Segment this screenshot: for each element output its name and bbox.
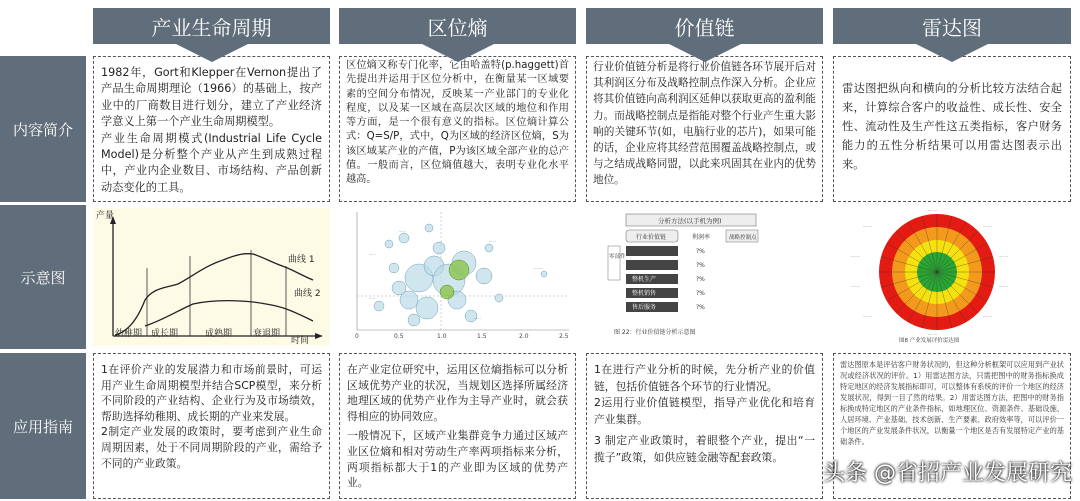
paragraph: 2运用行业价值链模型，指导产业优化和培育产业集群。	[594, 396, 815, 426]
svg-text:········: ········	[928, 209, 937, 213]
stage-label: 衰退期	[253, 329, 281, 339]
curve-2-line	[145, 301, 313, 326]
intro-cell-lifecycle	[93, 56, 330, 202]
paragraph: 区位熵又称专门化率，它由哈盖特(p.haggett)首先提出并运用于区位分析中，在衡量某一区域要素的空间分布情况，反映某一产业部门的专业化程度，以及某一区域在高层次区域的地位和作用等方面，是一个很有意义的指标。区位熵计算公式：Q=S/P，式中，Q为区域的经济区位熵，S为该区域某产业的产值，P为该区域全部产业的总产值。一般而言，区位熵值越大，表明专业化水平越高。	[346, 60, 569, 186]
header-label: 雷达图	[922, 15, 982, 40]
intro-cell-radar	[833, 56, 1071, 202]
paragraph: 雷达图把纵向和横向的分析比较方法结合起来，计算综合客户的收益性、成长性、安全性、流动性及生产性这五类指标，客户财务能力的五性分析结果可以用雷达图表示出来。	[842, 82, 1062, 171]
paragraph: 行业价值链分析是将行业价值链各环节展开后对其利润区分布及战略控制点作深入分析。企业应将其价值链向高利润区延伸以获取更高的盈利能力。而战略控制点是指能对整个行业产生重大影响的关键环节(如，电脑行业的芯片)，如果可能的话，企业应将其经营范围覆盖战略控制点，或与之结成战略同盟，以此来巩固其在业内的优势地位。	[593, 61, 816, 187]
svg-text:·····: ·····	[369, 297, 375, 301]
x-tick: 0.5	[394, 333, 404, 340]
header-radar	[833, 8, 1071, 44]
value-chain-pct: ?%	[696, 290, 705, 297]
x-axis-label: 时间	[291, 336, 310, 346]
header-label: 价值链	[674, 15, 735, 40]
svg-text:········: ········	[983, 225, 992, 229]
guide-cell-lq	[339, 353, 576, 499]
watermark: 头条 @省招产业发展研究	[823, 461, 1072, 486]
value-chain-caption: 图 22：行业价值链分析示意图	[614, 329, 696, 336]
curve-2-label: 曲线 2	[294, 289, 321, 299]
paragraph: 产业生命周期模式(Industrial Life Cycle Model)是分析整个产业从产生到成熟过程中，产业内企业数目、市场结构、产品创新动态变化的工具。	[101, 131, 322, 194]
value-chain-diagram	[586, 208, 823, 346]
svg-text:········: ········	[534, 267, 543, 271]
value-chain-pct: ?%	[696, 248, 705, 255]
paragraph: 1982年，Gort和Klepper在Vernon提出了产品生命周期理论（1966）的基础上，按产业中的厂商数目进行划分，建立了产业经济学意义上第一个产业生命周期模型。	[101, 66, 322, 129]
row-label-intro: 内容简介	[0, 56, 86, 202]
paragraph: 在产业定位研究中，运用区位熵指标可以分析区域优势产业的状况，当规划区选择所属经济地理区域的优势产业作为主导产业时，就会获得相应的协同效应。	[347, 363, 568, 423]
intro-cell-lq	[339, 56, 576, 202]
svg-text:········: ········	[999, 285, 1008, 289]
header-label: 区位熵	[427, 15, 488, 40]
value-chain-col3: 战略控制点	[729, 235, 757, 241]
value-chain-col1: 行业价值链	[636, 234, 667, 241]
intro-cell-value-chain	[586, 56, 823, 202]
radar-spokes	[879, 214, 995, 330]
paragraph: 1在进行产业分析的时候，先分析产业的价值链，包括价值链各个环节的行业情况。	[594, 363, 815, 393]
value-chain-title: 分析方法(以手机为例)	[658, 217, 722, 225]
svg-text:········: ········	[928, 333, 937, 337]
radar-caption: 图8 产业发展评价雷达图	[899, 338, 960, 344]
location-quotient-scatter	[339, 208, 576, 346]
value-chain-row: 整机生产	[632, 276, 657, 283]
svg-text:········: ········	[851, 255, 860, 259]
header-value-chain	[586, 8, 823, 44]
x-tick: 1.5	[477, 333, 487, 340]
svg-text:······: ······	[369, 253, 376, 257]
paragraph: 一般情况下，区域产业集群竞争力通过区域产业区位熵和相对劳动生产率两项指标来分析，两项指标都大于1的产业即为区域的优势产业。	[347, 429, 568, 490]
value-chain-col2: 利润率	[692, 234, 711, 241]
paragraph: 雷达图原本是评估客户财务状况的，但这种分析框架可以应用到产业状况或经济状况的评价。1）用雷达图方法，只需把图中的财务指标换成特定地区的经济发展指标即可，可以整体有系统的评价一个地区的经济发展状况，得到一目了然的结果。2）用雷达图方法，把图中的财务指标换成特定地区的产业条件指标，如地理区位、资源条件、基础设施、人居环境、产业基础、技术创新、生产要素、政府效率等，可以评价一个地区的产业发展条件状况，以衡量一个地区是否有发展特定产业的基础条件。	[840, 360, 1064, 446]
value-chain-pct: ?%	[696, 304, 705, 311]
svg-text:········: ········	[999, 255, 1008, 259]
guide-cell-value-chain	[586, 353, 823, 499]
header-lifecycle	[93, 8, 330, 44]
x-tick: 2.0	[519, 333, 529, 340]
svg-text:········: ········	[851, 285, 860, 289]
radar-diagram	[833, 208, 1071, 346]
lifecycle-diagram	[93, 208, 330, 346]
curve-1-line	[115, 254, 313, 335]
value-chain-side: 零部件	[609, 254, 626, 260]
y-axis-label: 产量	[96, 211, 115, 221]
paragraph: 1在评价产业的发展潜力和市场前景时，可运用产业生命周期模型并结合SCP模型，来分析不同阶段的产业结构、企业行为及市场绩效，帮助选择幼稚期、成长期的产业来发展。	[101, 363, 322, 423]
curve-1-label: 曲线 1	[288, 255, 315, 265]
x-tick: 0	[355, 333, 359, 340]
header-location-quotient	[339, 8, 576, 44]
row-label-diagram: 示意图	[0, 205, 86, 349]
svg-text:········: ········	[863, 225, 872, 229]
x-tick: 1.0	[437, 333, 447, 340]
row-label-guide: 应用指南	[0, 353, 86, 499]
value-chain-row: 售后服务	[632, 304, 657, 311]
svg-text:······: ······	[474, 317, 481, 321]
stage-label: 幼稚期	[115, 329, 143, 339]
paragraph: 2制定产业发展的政策时，要考虑到产业生命周期因素，处于不同周期阶段的产业，需给予不同的产业政策。	[101, 425, 322, 470]
value-chain-row: 整机销售	[632, 290, 657, 297]
value-chain-pct: ?%	[696, 262, 705, 269]
paragraph: 3 制定产业政策时，着眼整个产业，提出“一揽子”政策，如供应链金融等配套政策。	[594, 434, 815, 464]
stage-label: 成熟期	[205, 329, 233, 339]
value-chain-pct: ?%	[696, 276, 705, 283]
stage-label: 成长期	[151, 329, 179, 339]
guide-cell-lifecycle	[93, 353, 330, 499]
svg-text:······: ······	[489, 240, 496, 244]
svg-text:········: ········	[983, 315, 992, 319]
x-tick: 2.5	[559, 333, 569, 340]
svg-text:······: ······	[399, 230, 406, 234]
header-label: 产业生命周期	[151, 15, 272, 40]
svg-text:········: ········	[863, 315, 872, 319]
